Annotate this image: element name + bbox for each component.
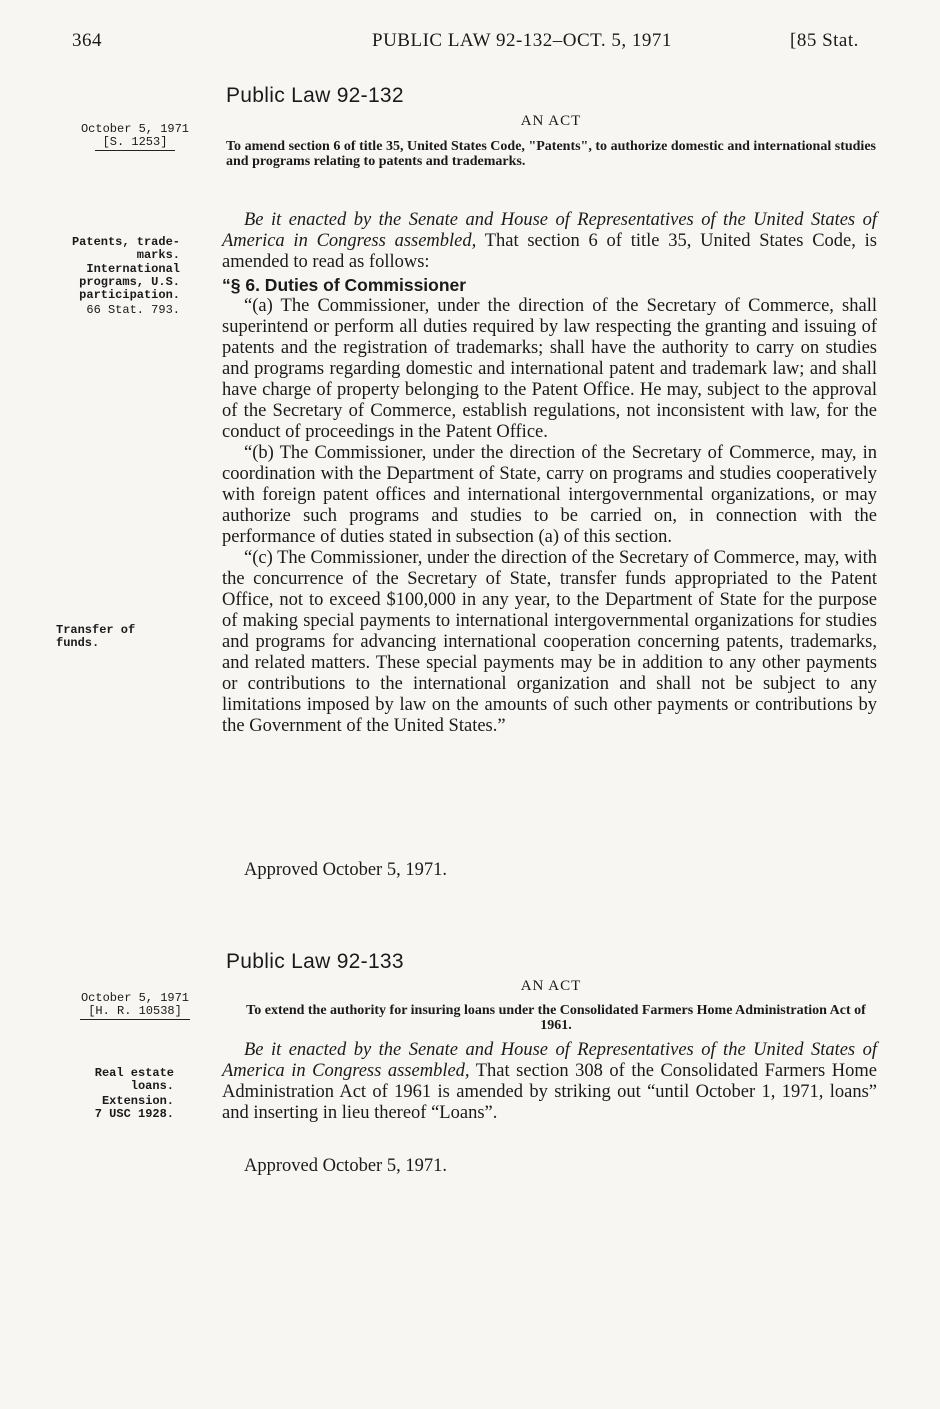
margin-note-real-estate: Real estate loans. bbox=[94, 1066, 174, 1093]
page-number: 364 bbox=[72, 30, 102, 51]
act-purpose-92-133: To extend the authority for insuring loans under the Consolidated Farmers Home Administration Act of 1961. bbox=[246, 1003, 866, 1033]
margin-date-text: October 5, 1971 bbox=[80, 991, 190, 1005]
enacting-clause bbox=[222, 1040, 877, 1124]
margin-note-transfer: Transfer of funds. bbox=[56, 623, 136, 650]
section-heading: “§ 6. Duties of Commissioner bbox=[222, 275, 467, 295]
margin-note-usc-ref: 7 USC 1928. bbox=[94, 1107, 174, 1121]
enacting-rest: That section 6 of title 35, United States Code, is amended to read as follows: bbox=[222, 231, 877, 272]
paragraph-c: “(c) The Commissioner, under the direction of the Secretary of Commerce, may, with the concurrence of the Secretary of State, transfer funds appropriated to the Patent Office, not to exceed $100,000 in any year, to the Department of State for the purpose of making special payments to international intergovernmental organizations for studies and programs for advancing international cooperation concerning patents, trademarks, and related matters. These special payments may be in addition to any other payments or contributions to the international organization and shall not be subject to any limitations imposed by law on the amounts of such other payments or contributions by the Government of the United States.” bbox=[222, 548, 877, 736]
margin-note-stat-ref: 66 Stat. 793. bbox=[86, 303, 180, 317]
law-body-92-132 bbox=[222, 210, 877, 737]
enacting-italic: Be it enacted by the Senate and House of Representatives of the United States of America in Congress assembled, bbox=[222, 1040, 877, 1081]
approved-92-132: Approved October 5, 1971. bbox=[244, 860, 447, 880]
paragraph-a: “(a) The Commissioner, under the direction of the Secretary of Commerce, shall superintend or perform all duties required by law respecting the granting and issuing of patents and the registration of trademarks; shall have the authority to carry on studies and programs regarding domestic and international patent and trademark law; and shall have charge of property belonging to the Patent Office. He may, subject to the approval of the Secretary of Commerce, establish regulations, not inconsistent with law, for the conduct of proceedings in the Patent Office. bbox=[222, 296, 877, 442]
margin-date-text: October 5, 1971 bbox=[80, 122, 190, 136]
act-purpose-92-132: To amend section 6 of title 35, United States Code, "Patents", to authorize domestic and international studies and programs relating to patents and trademarks. bbox=[226, 139, 876, 169]
margin-date-92-133 bbox=[70, 992, 200, 1020]
running-title: PUBLIC LAW 92-132–OCT. 5, 1971 bbox=[372, 30, 672, 51]
approved-92-133: Approved October 5, 1971. bbox=[244, 1156, 447, 1176]
paragraph-b: “(b) The Commissioner, under the direction of the Secretary of Commerce, may, in coordination with the Department of State, carry on programs and studies cooperatively with foreign patent offices and international intergovernmental organizations, or may authorize such programs and studies to be carried on, in connection with the performance of duties stated in subsection (a) of this section. bbox=[222, 443, 877, 547]
margin-date-92-132 bbox=[70, 123, 200, 151]
volume-reference: [85 Stat. bbox=[790, 30, 859, 51]
law-title-92-132: Public Law 92-132 bbox=[226, 84, 404, 107]
bill-reference: [S. 1253] bbox=[95, 136, 176, 151]
law-title-92-133: Public Law 92-133 bbox=[226, 950, 404, 973]
enacting-rest: That section 308 of the Consolidated Farmers Home Administration Act of 1961 is amended by striking out “until October 1, 1971, loans” and inserting in lieu thereof “Loans”. bbox=[222, 1061, 877, 1123]
bill-reference: [H. R. 10538] bbox=[80, 1005, 190, 1020]
margin-note-extension: Extension. bbox=[101, 1094, 174, 1108]
margin-note-programs: International programs, U.S. participation. bbox=[79, 262, 180, 302]
margin-note-patents: Patents, trade-marks. bbox=[71, 235, 180, 262]
law-body-92-133 bbox=[222, 1040, 877, 1124]
enacting-clause bbox=[222, 210, 877, 273]
enacting-italic: Be it enacted by the Senate and House of Representatives of the United States of America in Congress assembled, bbox=[222, 210, 877, 251]
act-heading-92-133: AN ACT bbox=[520, 978, 582, 994]
act-heading-92-132: AN ACT bbox=[520, 113, 582, 129]
